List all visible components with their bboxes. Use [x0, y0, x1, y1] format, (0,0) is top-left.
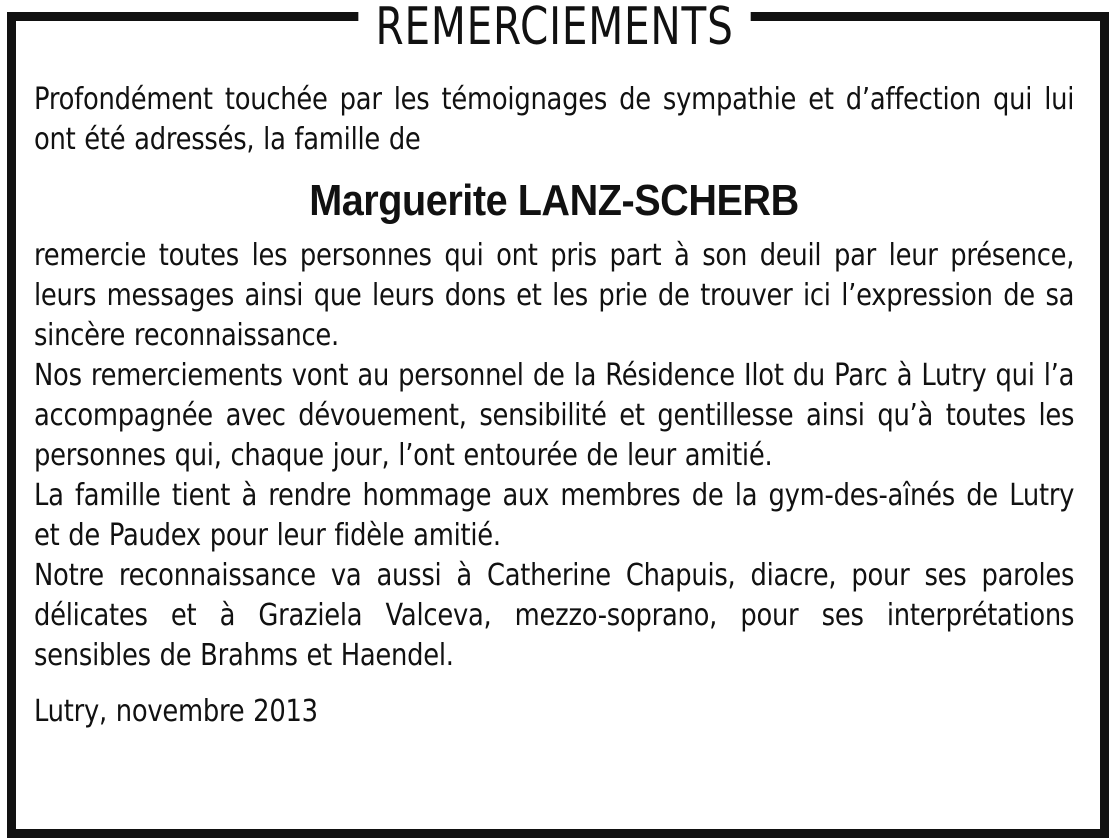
- thanks-text-3: La famille tient à rendre hommage aux membres de la gym-des-aînés de Lutry et de Paudex pour leur fidèle amitié.: [34, 478, 1075, 553]
- signoff-text: Lutry, novembre 2013: [34, 694, 318, 729]
- intro-paragraph: [34, 80, 1074, 160]
- notice-title: REMERCIEMENTS: [359, 0, 751, 62]
- signoff-line: [34, 692, 1074, 732]
- thanks-paragraph-4: [34, 556, 1074, 676]
- thanks-paragraph-1: [34, 236, 1074, 356]
- thanks-text-1: remercie toutes les personnes qui ont pris part à son deuil par leur présence, leurs messages ainsi que leurs dons et les prie de trouver ici l’expression de sa sincère reconnaissance.: [34, 238, 1075, 353]
- deceased-name-heading: [34, 174, 1074, 228]
- thanks-text-4: Notre reconnaissance va aussi à Catherine Chapuis, diacre, pour ses paroles délicates et à Graziela Valceva, mezzo-soprano, pour ses interprétations sensibles de Brahms et Haendel.: [34, 558, 1075, 673]
- notice-title-wrapper: [0, 0, 1110, 62]
- notice-body: [34, 80, 1074, 732]
- intro-text: Profondément touchée par les témoignages de sympathie et d’affection qui lui ont été adressés, la famille de: [34, 82, 1075, 157]
- thanks-paragraph-2: [34, 356, 1074, 476]
- deceased-name: Marguerite LANZ-SCHERB: [309, 176, 799, 225]
- thanks-paragraph-3: [34, 476, 1074, 556]
- thanks-text-2: Nos remerciements vont au personnel de la Résidence Ilot du Parc à Lutry qui l’a accompagnée avec dévouement, sensibilité et gentillesse ainsi qu’à toutes les personnes qui, chaque jour, l’ont entourée de leur amitié.: [34, 358, 1075, 473]
